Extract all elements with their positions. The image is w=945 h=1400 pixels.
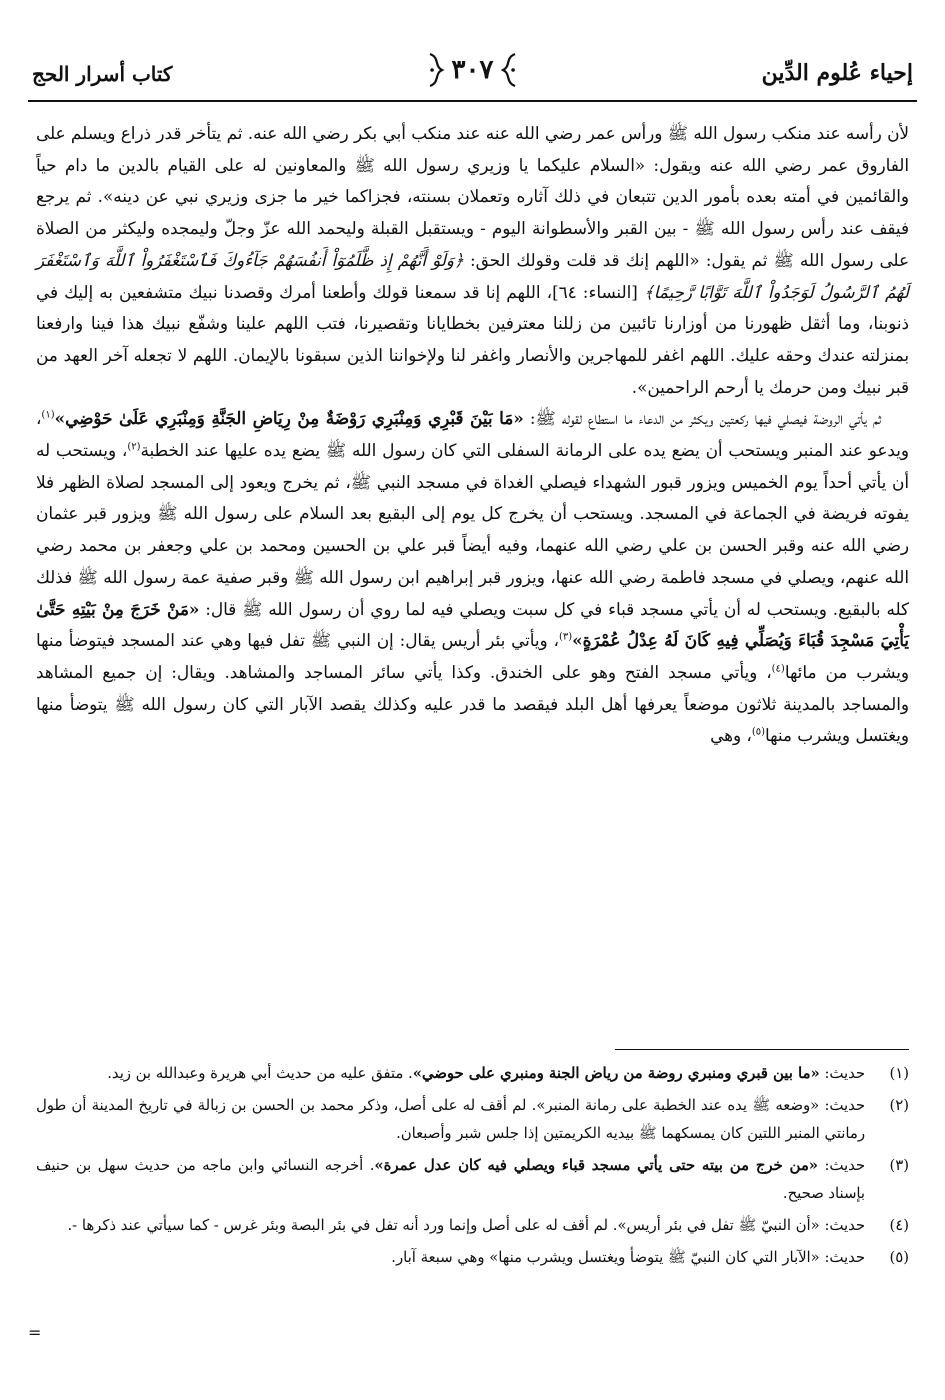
quran-verse: ﴿وَلَوْ أَنَّهُمْ إِذ ظَّلَمُوٓاْ أَنفُسَهُمْ جَآءُوكَ فَٱسْتَغْفَرُواْ ٱللَّهَ وَٱسْتَغْفَرَ لَهُمُ ٱلرَّسُولُ لَوَجَدُواْ ٱللَّهَ تَوَّابًا رَّحِيمًا﴾ <box>36 249 909 302</box>
footnote-divider <box>615 1049 909 1050</box>
footnote-number: (٢) <box>889 1096 909 1114</box>
hadith-quote: «مَا بَيْنَ قَبْرِي وَمِنْبَرِي رَوْضَةٌ مِنْ رِيَاضِ الجَنَّةِ وَمِنْبَرِي عَلَىٰ حَوْضِي» <box>54 408 524 429</box>
footnote-ref: (٣) <box>558 631 573 643</box>
page-number-ornament <box>426 52 520 88</box>
footnote-number: (٣) <box>889 1156 909 1174</box>
right-bracket-ornament-icon <box>426 52 446 88</box>
header-divider <box>28 100 917 102</box>
footnote-ref: (١) <box>41 409 55 421</box>
footnote-number: (١) <box>889 1065 909 1082</box>
page-header <box>28 52 917 100</box>
paragraph-1: لأن رأسه عند منكب رسول الله ﷺ ورأس عمر رضي الله عنه عند منكب أبي بكر رضي الله عنه. ثم يتأخر قدر ذراع ويسلم على الفاروق عمر رضي الله عنه ويقول: «السلام عليكما يا وزيري رسول الله ﷺ والمعاونين له على القيام بالدين ما دام حياً والقائمين في أمته بعده بأمور الدين تتبعان في ذلك آثاره وتعملان بسنته، فجزاكما خير ما جزى وزيري نبي عن دينه». ثم يرجع فيقف عند رأس رسول الله ﷺ - بين القبر والأسطوانة اليوم - ويستقبل القبلة وليحمد الله عزّ وجلّ وليمجده وليكثر من الصلاة على رسول الله ﷺ ثم يقول: «اللهم إنك قد قلت وقولك الحق: ﴿وَلَوْ أَنَّهُمْ إِذ ظَّلَمُوٓاْ أَنفُسَهُمْ جَآءُوكَ فَٱسْتَغْفَرُواْ ٱللَّهَ وَٱسْتَغْفَرَ لَهُمُ ٱلرَّسُولُ لَوَجَدُواْ ٱللَّهَ تَوَّابًا رَّحِيمًا﴾ [النساء: ٦٤]، اللهم إنا قد سمعنا قولك وأطعنا أمرك وقصدنا نبيك متشفعين به إليك في ذنوبنا، وما أثقل ظهورنا من أوزارنا تائبين من زللنا معترفين بخطايانا وتقصيرنا، فتب اللهم علينا وشفّع نبيك هذا فينا وارفعنا بمنزلته عندك وحقه عليك. اللهم اغفر للمهاجرين والأنصار واغفر لنا ولإخواننا الذين سبقونا بالإيمان. اللهم لا تجعله آخر العهد من قبر نبيك ومن حرمك يا أرحم الراحمين». <box>36 123 909 397</box>
footnote-item: (٤) حديث: «أن النبيّ ﷺ تفل في بئر أريس». لم أقف له على أصل وإنما ورد أنه تفل في بئر البصة وبئر غرس - كما سيأتي عند ذكرها -. <box>36 1212 909 1241</box>
footnote-ref: (٢) <box>127 441 141 453</box>
footnote-item: (١) حديث: «ما بين قبري ومنبري روضة من رياض الجنة ومنبري على حوضي». متفق عليه من حديث أبي هريرة وعبدالله بن زيد. <box>36 1060 909 1089</box>
footnote-number: (٤) <box>889 1216 909 1234</box>
footnotes <box>36 1060 909 1275</box>
footnote-number: (٥) <box>889 1248 909 1266</box>
book-title: إحياء عُلوم الدِّين <box>761 60 913 86</box>
verse-reference: [النساء: ٦٤]، <box>546 281 638 302</box>
paragraph-2: ثم يأتي الروضة فيصلي فيها ركعتين ويكثر من الدعاء ما استطاع لقوله ﷺ: «مَا بَيْنَ قَبْرِي وَمِنْبَرِي رَوْضَةٌ مِنْ رِيَاضِ الجَنَّةِ وَمِنْبَرِي عَلَىٰ حَوْضِي»$^{(١)}$، ويدعو عند المنبر ويستحب أن يضع يده على الرمانة السفلى التي كان رسول الله ﷺ يضع يده عليها عند الخطبة$^{(٢)}$، ويستحب له أن يأتي أحداً يوم الخميس ويزور قبور الشهداء فيصلي الغداة في مسجد النبي ﷺ، ثم يخرج ويعود إلى المسجد لصلاة الظهر فلا يفوته فريضة في الجماعة في المسجد. ويستحب أن يخرج كل يوم إلى البقيع بعد السلام على رسول الله ﷺ ويزور قبر عثمان رضي الله عنه وقبر الحسن بن علي رضي الله عنهما، وفيه أيضاً قبر علي بن الحسين ومحمد بن علي وجعفر بن محمد رضي الله عنهم، ويصلي في مسجد فاطمة رضي الله عنها، ويزور قبر إبراهيم ابن رسول الله ﷺ وقبر صفية عمة رسول الله ﷺ فذلك كله بالبقيع. ويستحب له أن يأتي مسجد قباء في كل سبت ويصلي فيه لما روي أن رسول الله ﷺ قال: «مَنْ خَرَجَ مِنْ بَيْتِهِ حَتَّىٰ يَأْتِيَ مَسْجِدَ قُبَاءَ وَيُصَلِّي فِيهِ كَانَ لَهُ عِدْلُ عُمْرَةٍ»$^{(٣)}$، ويأتي بئر أريس يقال: إن النبي ﷺ تفل فيها وهي عند المسجد فيتوضأ منها ويشرب من مائها$^{(٤)}$، ويأتي مسجد الفتح وهو على الخندق. وكذا يأتي سائر المساجد والمشاهد. ويقال: إن جميع المشاهد والمساجد بالمدينة ثلاثون موضعاً يعرفها أهل البلد فيقصد ما قدر عليه وكذلك يقصد الآبار التي كان رسول الله ﷺ يتوضأ منها ويغتسل ويشرب منها$^{(٥)}$، وهي <box>36 408 909 746</box>
footnote-item: (٢) حديث: «وضعه ﷺ يده عند الخطبة على رمانة المنبر». لم أقف له على أصل، وذكر محمد بن الحسن بن زبالة في تاريخ المدينة أن طول رمانتي المنبر اللتين كان يمسكهما ﷺ بيديه الكريمتين إذا جلس شبر وأصبعان. <box>36 1092 909 1149</box>
main-text <box>36 118 909 752</box>
page-number: ٣٠٧ <box>451 55 494 85</box>
left-bracket-ornament-icon <box>499 52 519 88</box>
footnote-ref: (٤) <box>771 663 785 675</box>
section-title: كتاب أسرار الحج <box>32 62 173 86</box>
hadith-quote: «مَنْ خَرَجَ مِنْ بَيْتِهِ حَتَّىٰ يَأْتِيَ مَسْجِدَ قُبَاءَ وَيُصَلِّي فِيهِ كَانَ لَهُ عِدْلُ عُمْرَةٍ» <box>36 598 909 651</box>
footnote-item: (٥) حديث: «الآبار التي كان النبيّ ﷺ يتوضأ ويغتسل ويشرب منها» وهي سبعة آبار. <box>36 1244 909 1273</box>
margin-mark: = <box>28 1323 42 1342</box>
footnote-item: (٣) حديث: «من خرج من بيته حتى يأتي مسجد قباء ويصلي فيه كان عدل عمرة». أخرجه النسائي وابن ماجه من حديث سهل بن حنيف بإسناد صحيح. <box>36 1152 909 1209</box>
footnote-ref: (٥) <box>751 726 765 738</box>
